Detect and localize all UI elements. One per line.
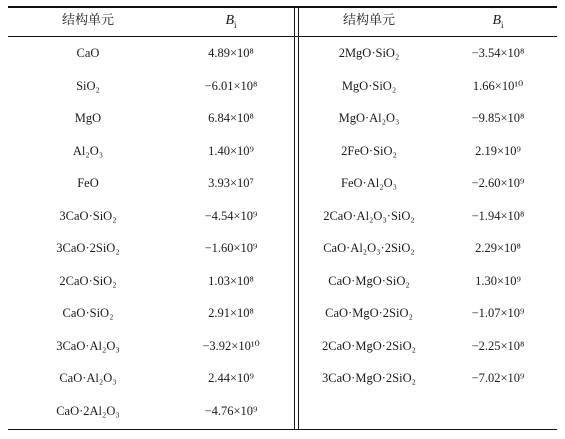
right-rows [299, 37, 557, 395]
table-row [299, 70, 557, 103]
bi-value-cell: −2.60×10⁹ [471, 176, 525, 190]
table-row [8, 167, 294, 200]
header-structure-unit: 结构单元 [61, 13, 114, 28]
structure-unit-cell: MgO·SiO₂ [341, 78, 397, 93]
bi-value-cell: 2.91×10⁸ [208, 306, 254, 320]
bi-value-cell: 4.89×10⁸ [208, 46, 254, 60]
table-row [299, 265, 557, 298]
table-row [8, 70, 294, 103]
structure-unit-cell: MgO·Al₂O₃ [338, 111, 400, 125]
table-row [8, 37, 294, 70]
structure-unit-cell: CaO·Al₂O₃ [59, 371, 117, 385]
structure-unit-cell: SiO₂ [76, 78, 100, 93]
structure-unit-cell: MgO [74, 111, 102, 125]
table-row [8, 297, 294, 330]
header-bi-subscript: i [234, 19, 237, 30]
structure-unit-cell: 2CaO·MgO·2SiO₂ [322, 338, 416, 353]
bi-value-cell: 2.44×10⁹ [208, 371, 254, 385]
bi-value-cell: −1.60×10⁹ [204, 241, 258, 255]
bi-value-cell: −4.54×10⁹ [204, 208, 258, 223]
table-row [299, 200, 557, 233]
structure-unit-cell: CaO·MgO·SiO₂ [328, 273, 410, 288]
table-row [299, 362, 557, 395]
table-row [8, 200, 294, 233]
table-row [299, 135, 557, 168]
header-bi-symbol: B [492, 13, 502, 28]
left-half [8, 6, 294, 430]
bi-value-cell: 1.30×10⁹ [475, 273, 521, 288]
structure-unit-cell: CaO·2Al₂O₃ [56, 403, 120, 418]
structure-unit-cell: 2MgO·SiO₂ [338, 46, 400, 60]
header-structure-unit: 结构单元 [342, 13, 395, 28]
structure-unit-cell: FeO [77, 176, 99, 190]
table-row [299, 102, 557, 135]
table-row [299, 167, 557, 200]
bi-value-cell: −2.25×10⁸ [471, 338, 525, 353]
structure-unit-cell: CaO·MgO·2SiO₂ [325, 306, 413, 320]
table-row [299, 232, 557, 265]
left-rows [8, 37, 294, 427]
header-bi-subscript: i [501, 19, 504, 30]
bi-value-cell: −1.07×10⁹ [471, 306, 525, 320]
table-row [299, 330, 557, 363]
table-row [299, 297, 557, 330]
structure-unit-cell: 3CaO·MgO·2SiO₂ [322, 371, 416, 385]
bi-value-cell: −3.54×10⁸ [471, 46, 525, 60]
table-row [8, 395, 294, 428]
table-row [299, 37, 557, 70]
bi-value-cell: 6.84×10⁸ [208, 111, 254, 125]
structure-unit-cell: 3CaO·Al₂O₃ [56, 338, 120, 353]
bi-value-cell: −9.85×10⁸ [471, 111, 525, 125]
bi-value-cell: 2.19×10⁹ [475, 143, 521, 158]
structure-unit-cell: 3CaO·SiO₂ [59, 208, 117, 223]
table-row [8, 362, 294, 395]
structure-unit-cell: 2CaO·Al₂O₃·SiO₂ [323, 208, 415, 223]
table-row [8, 265, 294, 298]
structure-unit-cell: CaO·Al₂O₃·2SiO₂ [323, 241, 415, 255]
structure-unit-cell: 2FeO·SiO₂ [341, 143, 397, 158]
bi-value-cell: 1.66×10¹⁰ [472, 78, 524, 93]
bi-value-cell: −1.94×10⁸ [471, 208, 525, 223]
right-half [299, 6, 557, 430]
structure-unit-cell: 2CaO·SiO₂ [59, 273, 117, 288]
structure-unit-cell: CaO·SiO₂ [62, 306, 114, 320]
bi-value-cell: −6.01×10⁸ [204, 78, 258, 93]
header-bi [439, 6, 557, 36]
table-row [8, 330, 294, 363]
structure-unit-cell: Al₂O₃ [72, 143, 104, 158]
table-row [8, 135, 294, 168]
structure-unit-cell: 3CaO·2SiO₂ [56, 241, 120, 255]
table-row [8, 232, 294, 265]
bi-value-cell: −4.76×10⁹ [204, 403, 258, 418]
data-table [8, 6, 557, 430]
structure-unit-cell: CaO [76, 46, 100, 60]
bi-value-cell: 3.93×10⁷ [208, 176, 254, 190]
bi-value-cell: 1.40×10⁹ [208, 143, 254, 158]
bi-value-cell: 2.29×10⁸ [475, 241, 521, 255]
bi-value-cell: 1.03×10⁸ [208, 273, 254, 288]
bi-value-cell: −7.02×10⁹ [471, 371, 525, 385]
header-bi [168, 6, 294, 36]
column-divider-1 [294, 6, 295, 430]
bi-value-cell: −3.92×10¹⁰ [202, 338, 260, 353]
table-row [8, 102, 294, 135]
header-bi-symbol: B [225, 13, 235, 28]
structure-unit-cell: FeO·Al₂O₃ [341, 176, 397, 190]
